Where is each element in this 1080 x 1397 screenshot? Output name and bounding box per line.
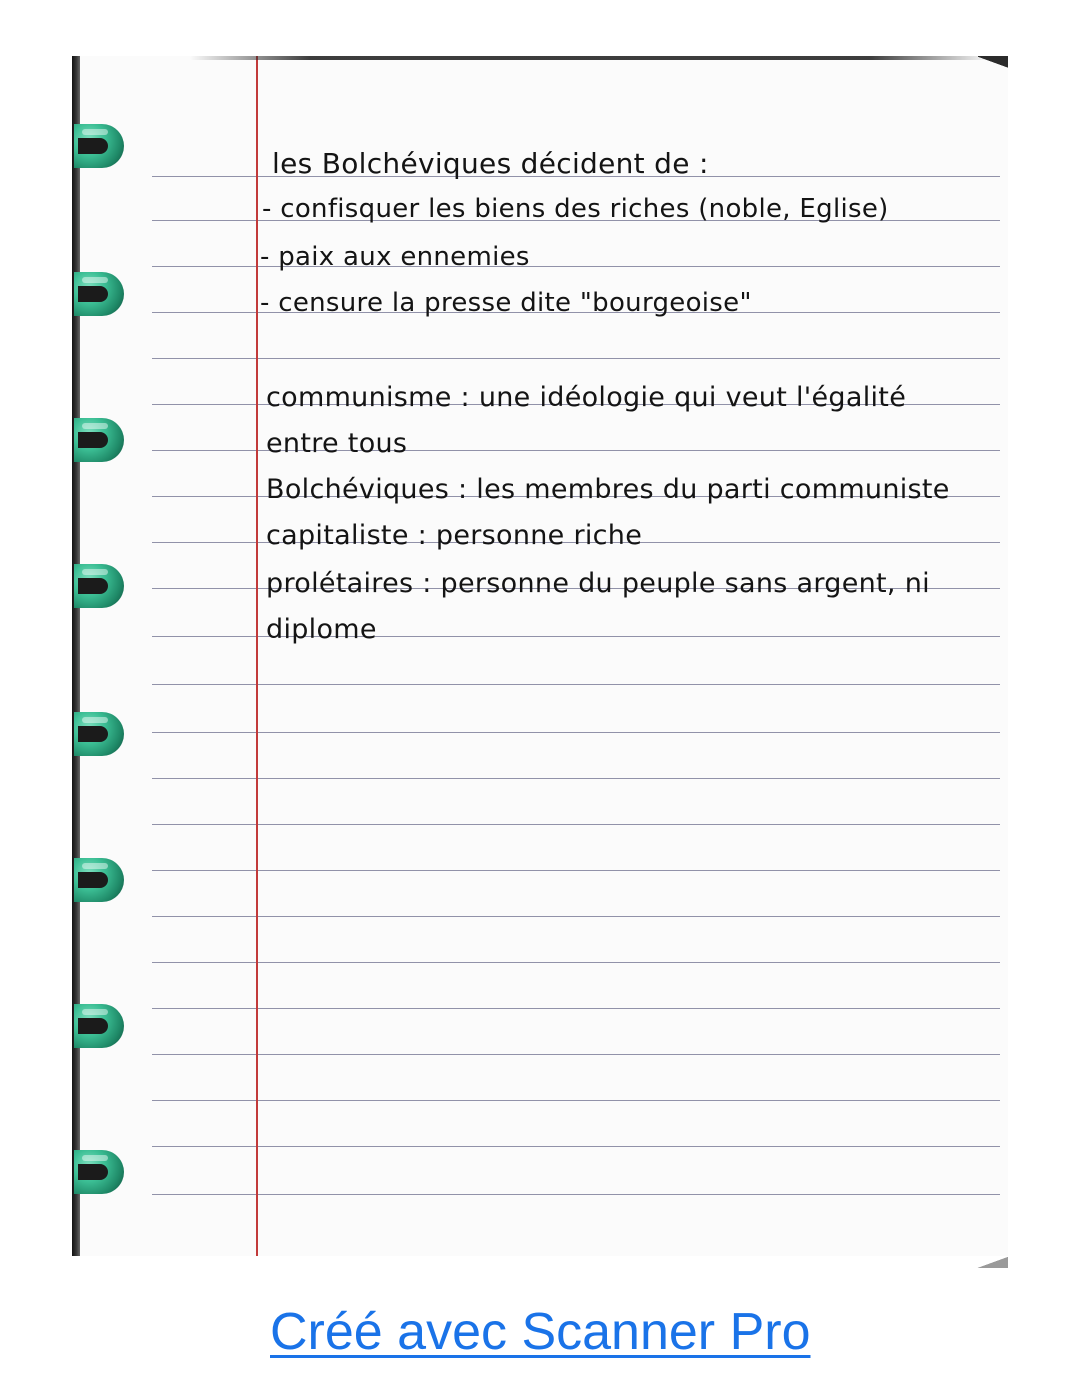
binder-ring-icon <box>74 272 128 320</box>
ruled-line <box>152 684 1000 685</box>
page-top-edge <box>190 56 990 60</box>
binder-ring-icon <box>74 418 128 466</box>
note-line: - censure la presse dite "bourgeoise" <box>260 288 752 318</box>
ruled-line <box>152 1100 1000 1101</box>
note-line: Bolchéviques : les membres du parti communiste <box>266 474 950 505</box>
note-line: capitaliste : personne riche <box>266 520 643 551</box>
binder-ring-icon <box>74 1004 128 1052</box>
ruled-line <box>152 824 1000 825</box>
note-line: communisme : une idéologie qui veut l'égalité <box>266 382 907 413</box>
notebook-binding <box>72 56 80 1256</box>
ruled-line <box>152 358 1000 359</box>
ruled-line <box>152 778 1000 779</box>
note-line: - confisquer les biens des riches (noble, Eglise) <box>262 194 889 224</box>
ruled-line <box>152 962 1000 963</box>
page-corner-bottom-right <box>972 1256 1008 1268</box>
notebook-page <box>72 56 1008 1256</box>
binder-ring-icon <box>74 712 128 760</box>
page-corner-top-right <box>978 56 1008 74</box>
scanner-pro-link[interactable]: Créé avec Scanner Pro <box>270 1303 811 1361</box>
binder-ring-icon <box>74 1150 128 1198</box>
note-line: - paix aux ennemies <box>260 242 530 272</box>
ruled-line <box>152 870 1000 871</box>
note-line: les Bolchéviques décident de : <box>272 147 709 180</box>
ruled-line <box>152 1054 1000 1055</box>
ruled-line <box>152 1146 1000 1147</box>
note-line: prolétaires : personne du peuple sans argent, ni <box>266 568 930 599</box>
binder-ring-icon <box>74 564 128 612</box>
note-line: diplome <box>266 614 377 645</box>
ruled-line <box>152 916 1000 917</box>
binder-ring-icon <box>74 858 128 906</box>
ruled-line <box>152 732 1000 733</box>
ruled-line <box>152 1008 1000 1009</box>
ruled-line <box>152 1194 1000 1195</box>
note-line: entre tous <box>266 428 408 459</box>
binder-ring-icon <box>74 124 128 172</box>
margin-line <box>256 56 258 1256</box>
